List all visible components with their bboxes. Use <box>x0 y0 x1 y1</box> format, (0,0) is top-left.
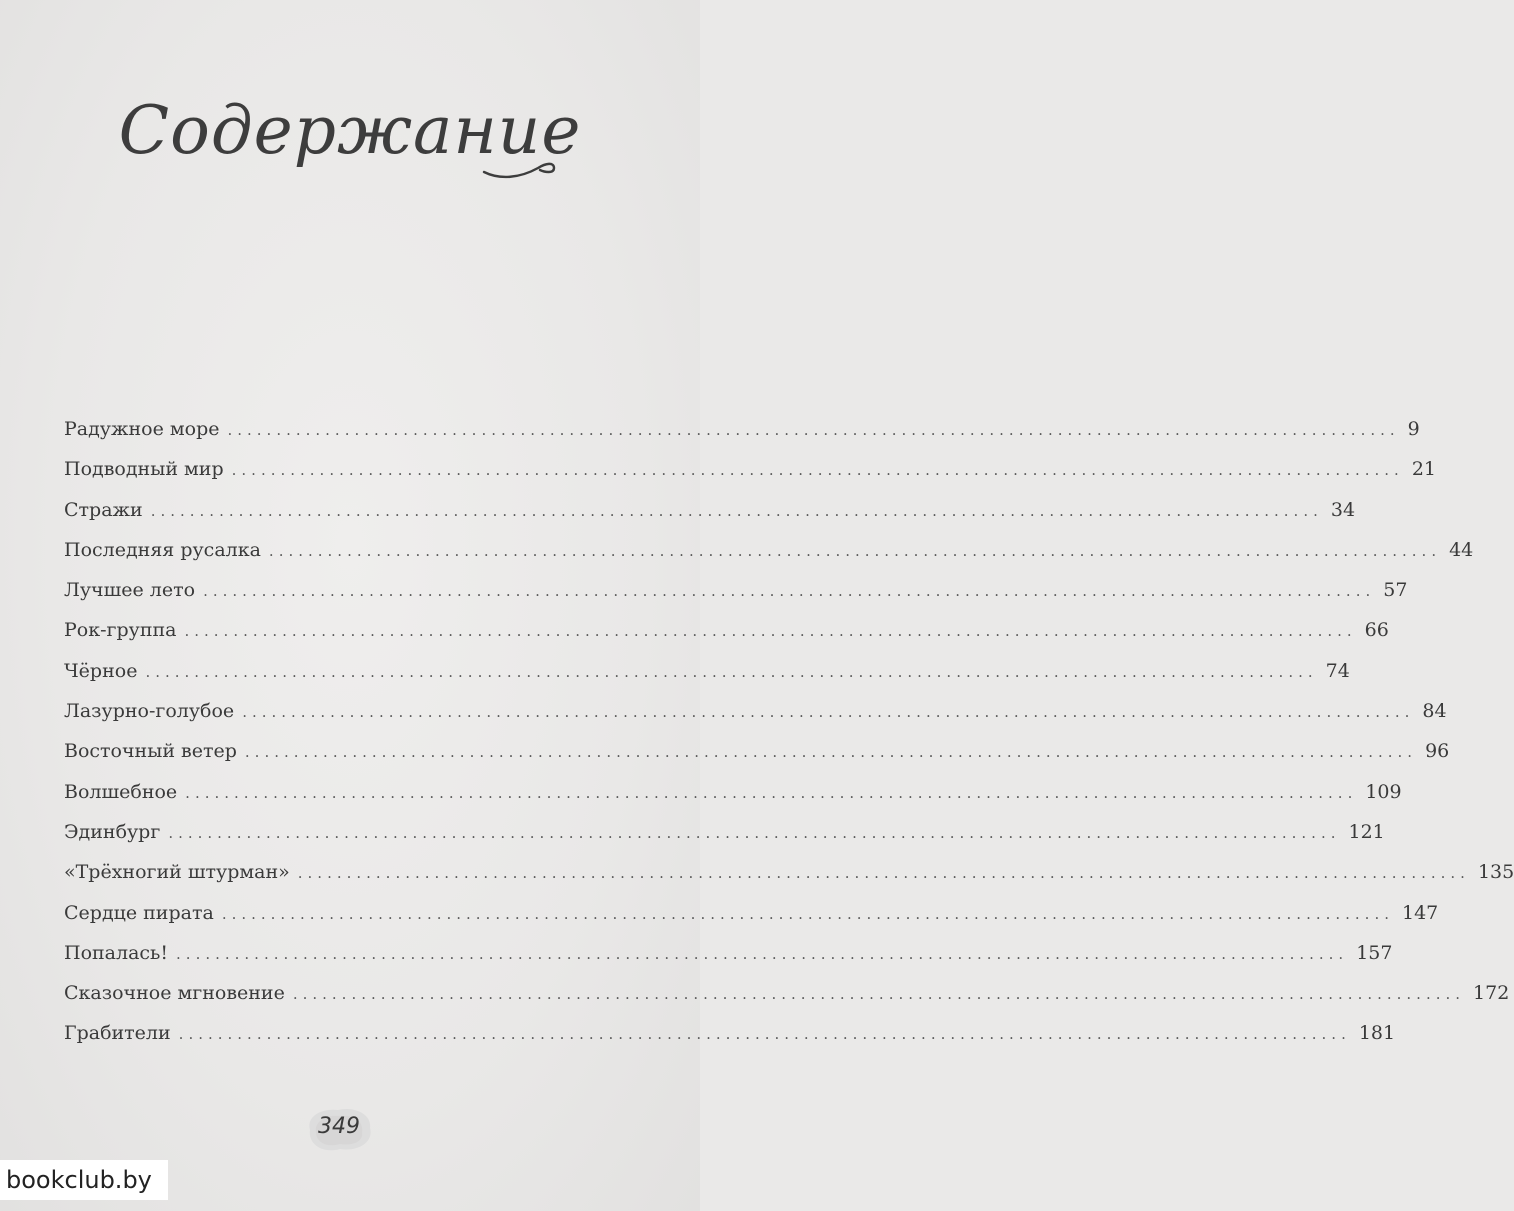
toc-dot-leader: ........................................................................................................................ <box>231 461 1404 480</box>
toc-entry <box>64 982 1510 1022</box>
toc-entry-page: 9 <box>1407 418 1420 440</box>
toc-entry <box>64 659 1350 700</box>
toc-dot-leader: ........................................................................................................................ <box>227 421 1400 439</box>
toc-entry-title: Чёрное <box>64 659 138 682</box>
toc-entry-title: Сердце пирата <box>64 901 214 924</box>
toc-entry <box>64 418 1420 458</box>
toc-dot-leader: ........................................................................................................................ <box>292 985 1466 1004</box>
toc-dot-leader: ........................................................................................................................ <box>178 1025 1351 1044</box>
page-number: 349 <box>318 1114 360 1139</box>
toc-entry-title: Восточный ветер <box>64 740 237 763</box>
toc-entry-page: 57 <box>1383 579 1408 602</box>
toc-entry-title: Последняя русалка <box>64 538 261 561</box>
toc-entry-title: Волшебное <box>64 780 178 803</box>
toc-entry-page: 44 <box>1449 538 1474 561</box>
toc-entry-title: Эдинбург <box>64 820 161 843</box>
toc-entry <box>64 780 1402 821</box>
toc-entry-title: «Трёхногий штурман» <box>64 861 290 884</box>
toc-entry <box>64 619 1389 659</box>
toc-entry-title: Лучшее лето <box>64 579 196 602</box>
toc-entry <box>64 941 1393 982</box>
toc-dot-leader: ........................................................................................................................ <box>176 944 1349 963</box>
toc-entry-page: 74 <box>1325 659 1350 682</box>
toc-dot-leader: ........................................................................................................................ <box>185 783 1358 802</box>
toc-dot-leader: ........................................................................................................................ <box>184 622 1357 641</box>
toc-dot-leader: ........................................................................................................................ <box>145 662 1318 681</box>
toc-entry <box>64 458 1436 498</box>
toc-entry-title: Подводный мир <box>64 458 224 481</box>
site-watermark: bookclub.by <box>0 1160 168 1200</box>
toc-entry-title: Сказочное мгновение <box>64 982 285 1005</box>
toc-dot-leader: ........................................................................................................................ <box>242 703 1415 722</box>
toc-entry-page: 135 <box>1477 861 1514 884</box>
toc-entry-page: 21 <box>1411 458 1436 481</box>
toc-entry <box>64 700 1447 740</box>
toc-entry <box>64 579 1408 619</box>
toc-dot-leader: ........................................................................................................................ <box>268 541 1442 560</box>
toc-entry-page: 181 <box>1358 1022 1396 1045</box>
toc-entry <box>64 1022 1396 1062</box>
toc-entry <box>64 820 1385 861</box>
toc-dot-leader: ........................................................................................................................ <box>150 501 1323 520</box>
toc-entry-title: Попалась! <box>64 941 169 964</box>
toc-dot-leader: ........................................................................................................................ <box>221 904 1394 923</box>
toc-dot-leader: ........................................................................................................................ <box>297 864 1470 883</box>
toc-entry-page: 147 <box>1401 901 1439 924</box>
toc-entry-title: Рок-группа <box>64 619 177 642</box>
toc-entry-page: 66 <box>1364 619 1389 642</box>
toc-dot-leader: ........................................................................................................................ <box>168 823 1341 842</box>
toc-dot-leader: ........................................................................................................................ <box>244 743 1418 762</box>
toc-entry-page: 34 <box>1330 498 1356 521</box>
toc-entry-title: Радужное море <box>64 418 220 440</box>
toc-entry <box>64 538 1474 579</box>
toc-entry-title: Грабители <box>64 1022 171 1045</box>
contents-heading: Содержание <box>118 92 582 169</box>
toc-entry-title: Лазурно-голубое <box>64 700 235 723</box>
table-of-contents <box>64 418 1514 1063</box>
toc-entry <box>64 861 1514 901</box>
toc-entry <box>64 498 1356 539</box>
toc-dot-leader: ........................................................................................................................ <box>203 582 1376 601</box>
toc-entry-page: 157 <box>1356 941 1393 964</box>
heading-swash-ornament <box>480 150 560 190</box>
toc-entry-page: 96 <box>1425 740 1450 763</box>
toc-entry-title: Стражи <box>64 498 143 521</box>
toc-entry-page: 121 <box>1348 820 1385 843</box>
toc-entry-page: 84 <box>1422 700 1447 723</box>
toc-entry-page: 109 <box>1365 780 1402 803</box>
toc-entry-page: 172 <box>1473 982 1510 1005</box>
toc-entry <box>64 901 1439 942</box>
toc-entry <box>64 740 1450 780</box>
